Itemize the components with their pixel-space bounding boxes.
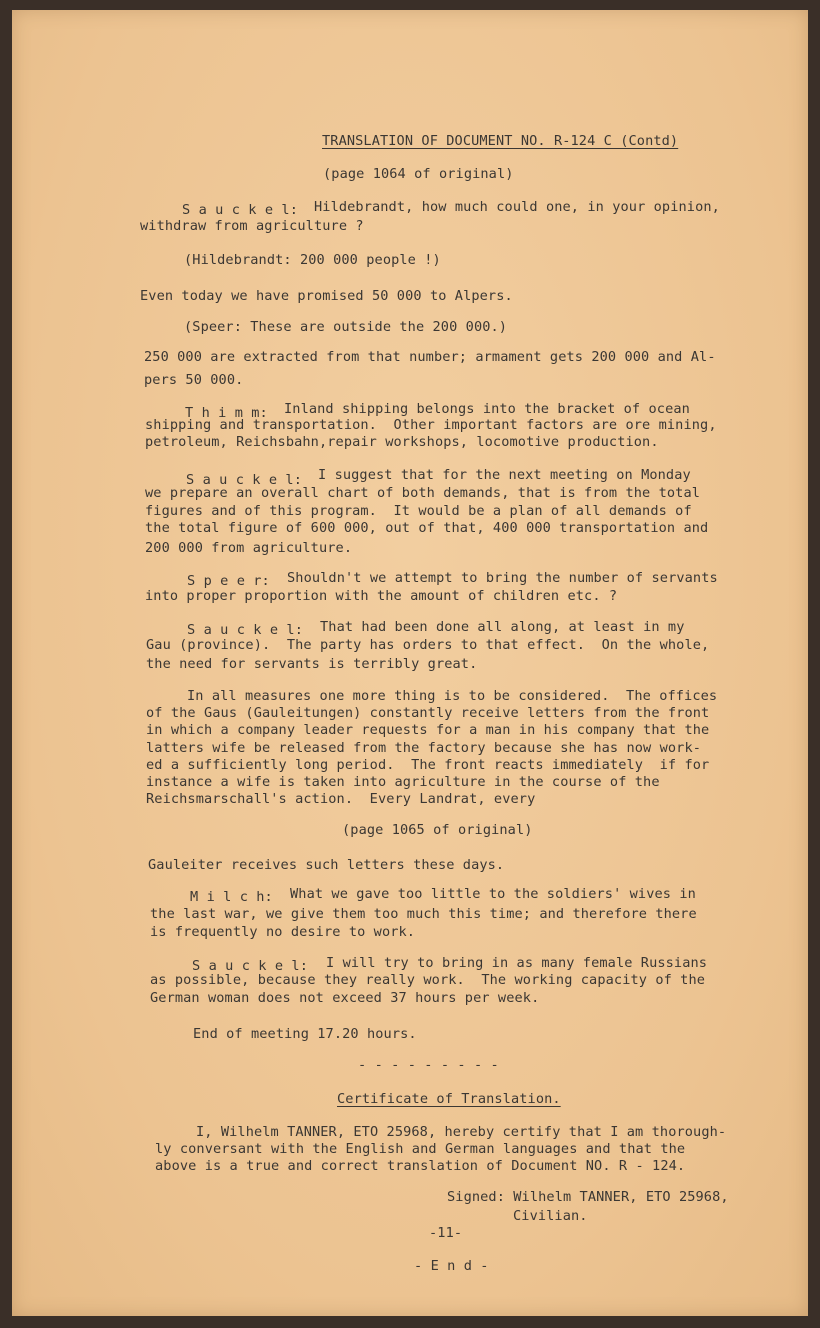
paragraph-text: as possible, because they really work. The working capacity of the	[150, 972, 706, 988]
paragraph-text: Gauleiter receives such letters these days.	[148, 857, 505, 873]
speaker-sauckel-3: S a u c k e l:	[187, 622, 303, 638]
paragraph-text: What we gave too little to the soldiers' wives in	[290, 886, 696, 902]
paragraph-text: Hildebrandt, how much could one, in your opinion,	[314, 199, 720, 215]
paragraph-text: the last war, we give them too much this time; and therefore there	[150, 906, 697, 922]
signature-title: Civilian.	[513, 1208, 588, 1224]
paragraph-text: Even today we have promised 50 000 to Alpers.	[140, 288, 513, 304]
paragraph-text: instance a wife is taken into agriculture in the course of the	[146, 774, 660, 790]
speaker-sauckel-4: S a u c k e l:	[192, 958, 308, 974]
paragraph-text: That had been done all along, at least in my	[320, 619, 685, 635]
paragraph-text: withdraw from agriculture ?	[140, 218, 364, 234]
paragraph-text: in which a company leader requests for a man in his company that the	[146, 722, 710, 738]
signature-line: Signed: Wilhelm TANNER, ETO 25968,	[447, 1189, 729, 1205]
page-reference: (page 1065 of original)	[342, 822, 533, 838]
paragraph-text: End of meeting 17.20 hours.	[193, 1026, 417, 1042]
paragraph-text: In all measures one more thing is to be considered. The offices	[187, 688, 718, 704]
paragraph-text: (Speer: These are outside the 200 000.)	[184, 319, 508, 335]
certificate-text: I, Wilhelm TANNER, ETO 25968, hereby certify that I am thorough-	[196, 1124, 727, 1140]
paragraph-text: Gau (province). The party has orders to that effect. On the whole,	[146, 637, 710, 653]
paragraph-text: pers 50 000.	[144, 372, 244, 388]
paragraph-text: ed a sufficiently long period. The front reacts immediately if for	[146, 757, 710, 773]
speaker-speer: S p e e r:	[187, 573, 270, 589]
paragraph-text: into proper proportion with the amount of children etc. ?	[145, 588, 618, 604]
paragraph-text: 200 000 from agriculture.	[145, 540, 353, 556]
paragraph-text: German woman does not exceed 37 hours per week.	[150, 990, 540, 1006]
paragraph-text: of the Gaus (Gauleitungen) constantly receive letters from the front	[146, 705, 710, 721]
page-number: -11-	[429, 1225, 463, 1241]
speaker-milch: M i l c h:	[190, 889, 273, 905]
paragraph-text: 250 000 are extracted from that number; armament gets 200 000 and Al-	[144, 349, 716, 365]
page-reference: (page 1064 of original)	[323, 166, 514, 182]
paragraph-text: I suggest that for the next meeting on Monday	[318, 467, 691, 483]
separator-dashes: - - - - - - - - -	[358, 1057, 499, 1073]
paragraph-text: Reichsmarschall's action. Every Landrat, every	[146, 791, 536, 807]
speaker-sauckel-2: S a u c k e l:	[186, 472, 302, 488]
paragraph-text: Inland shipping belongs into the bracket of ocean	[284, 401, 690, 417]
paragraph-text: petroleum, Reichsbahn,repair workshops, locomotive production.	[145, 434, 659, 450]
speaker-thimm: T h i m m:	[185, 405, 268, 421]
paragraph-text: Shouldn't we attempt to bring the number of servants	[287, 570, 718, 586]
paragraph-text: (Hildebrandt: 200 000 people !)	[184, 252, 441, 268]
paragraph-text: is frequently no desire to work.	[150, 924, 416, 940]
certificate-heading: Certificate of Translation.	[337, 1091, 561, 1107]
paragraph-text: we prepare an overall chart of both demands, that is from the total	[145, 485, 701, 501]
certificate-text: ly conversant with the English and German languages and that the	[155, 1141, 686, 1157]
paragraph-text: the total figure of 600 000, out of that, 400 000 transportation and	[145, 520, 709, 536]
speaker-sauckel-1: S a u c k e l:	[182, 202, 298, 218]
document-title: TRANSLATION OF DOCUMENT NO. R-124 C (Contd)	[322, 133, 679, 149]
paragraph-text: shipping and transportation. Other important factors are ore mining,	[145, 417, 717, 433]
certificate-text: above is a true and correct translation of Document NO. R - 124.	[155, 1158, 686, 1174]
paragraph-text: the need for servants is terribly great.	[146, 656, 478, 672]
paragraph-text: I will try to bring in as many female Russians	[326, 955, 708, 971]
paragraph-text: latters wife be released from the factory because she has now work-	[146, 740, 702, 756]
end-mark: - E n d -	[414, 1258, 489, 1274]
paragraph-text: figures and of this program. It would be a plan of all demands of	[145, 503, 692, 519]
